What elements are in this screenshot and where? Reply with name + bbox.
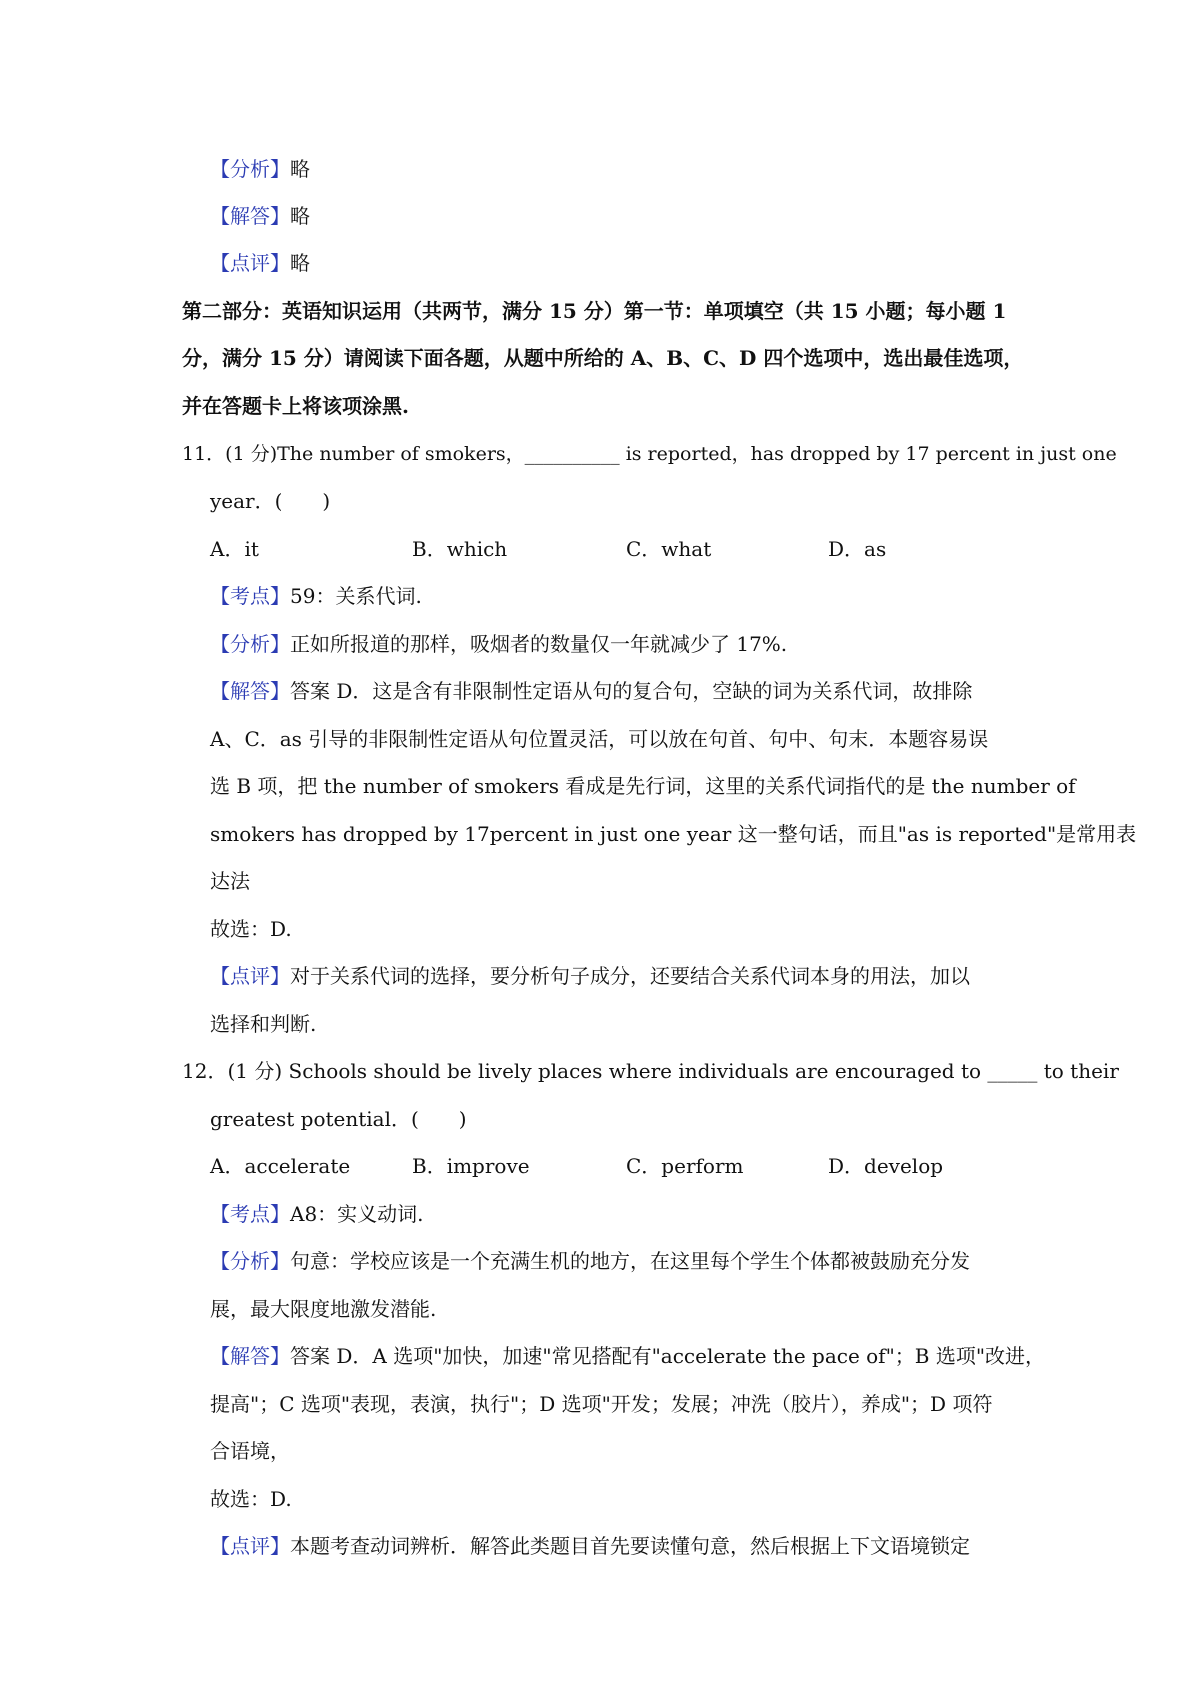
q12-option-a[interactable]: A．accelerate — [210, 1154, 351, 1178]
analysis-tag: 【分析】 — [210, 157, 290, 181]
analysis-text: 略 — [290, 157, 310, 181]
section-heading-line2: 分，满分 15 分）请阅读下面各题，从题中所给的 A、B、C、D 四个选项中，选出最佳选项， — [182, 346, 1024, 370]
answer-tag: 【解答】 — [210, 204, 290, 228]
q11-analysis — [210, 630, 787, 658]
q11-stem-line2: year．( ) — [210, 489, 331, 513]
q11-option-b[interactable]: B．which — [412, 537, 508, 561]
analysis-text: 句意：学校应该是一个充满生机的地方，在这里每个学生个体都被鼓励充分发 — [290, 1249, 970, 1273]
q12-choose: 故选：D. — [210, 1487, 292, 1511]
q12-point — [210, 1200, 424, 1228]
answer-text: 答案 D．A 选项"加快，加速"常见搭配有"accelerate the pace of"；B 选项"改进， — [290, 1344, 1046, 1368]
q12-answer-line2: 提高"；C 选项"表现，表演，执行"；D 选项"开发；发展；冲洗（胶片），养成"；D 项符 — [210, 1392, 993, 1416]
q11-point — [210, 582, 422, 610]
comment-text: 本题考查动词辨析．解答此类题目首先要读懂句意，然后根据上下文语境锁定 — [290, 1534, 970, 1558]
q12-analysis-line1 — [210, 1247, 970, 1275]
prev-answer — [210, 202, 310, 230]
q11-choose: 故选：D. — [210, 917, 292, 941]
q11-answer-line5: 达法 — [210, 869, 250, 893]
q11-option-d[interactable]: D．as — [828, 537, 887, 561]
prev-analysis — [210, 155, 310, 183]
point-text: A8：实义动词. — [290, 1202, 424, 1226]
answer-text: 答案 D．这是含有非限制性定语从句的复合句，空缺的词为关系代词，故排除 — [290, 679, 973, 703]
point-tag: 【考点】 — [210, 584, 290, 608]
q12-stem-line1: 12．(1 分) Schools should be lively places where individuals are encouraged to _____ to their — [182, 1059, 1119, 1083]
q12-option-c[interactable]: C．perform — [626, 1154, 744, 1178]
q12-answer-line3: 合语境， — [210, 1439, 290, 1463]
q12-analysis-line2: 展，最大限度地激发潜能. — [210, 1297, 437, 1321]
q11-option-c[interactable]: C．what — [626, 537, 712, 561]
q11-answer-line3: 选 B 项，把 the number of smokers 看成是先行词，这里的关系代词指代的是 the number of — [210, 774, 1076, 798]
answer-tag: 【解答】 — [210, 679, 290, 703]
section-heading-line3: 并在答题卡上将该项涂黑. — [182, 394, 409, 418]
analysis-tag: 【分析】 — [210, 632, 290, 656]
comment-tag: 【点评】 — [210, 1534, 290, 1558]
q11-answer-line1 — [210, 677, 972, 705]
comment-tag: 【点评】 — [210, 251, 290, 275]
answer-tag: 【解答】 — [210, 1344, 290, 1368]
analysis-tag: 【分析】 — [210, 1249, 290, 1273]
comment-text: 对于关系代词的选择，要分析句子成分，还要结合关系代词本身的用法，加以 — [290, 964, 970, 988]
q11-answer-line4: smokers has dropped by 17percent in just one year 这一整句话，而且"as is reported"是常用表 — [210, 822, 1137, 846]
point-text: 59：关系代词. — [290, 584, 422, 608]
q12-comment-line1 — [210, 1532, 970, 1560]
q12-answer-line1 — [210, 1342, 1045, 1370]
q11-answer-line2: A、C．as 引导的非限制性定语从句位置灵活，可以放在句首、句中、句末．本题容易误 — [210, 727, 989, 751]
q12-option-d[interactable]: D．develop — [828, 1154, 944, 1178]
section-heading-line1: 第二部分：英语知识运用（共两节，满分 15 分）第一节：单项填空（共 15 小题；每小题 1 — [182, 299, 1007, 323]
answer-text: 略 — [290, 204, 310, 228]
q11-comment-line2: 选择和判断. — [210, 1012, 317, 1036]
analysis-text: 正如所报道的那样，吸烟者的数量仅一年就减少了 17%. — [290, 632, 788, 656]
comment-text: 略 — [290, 251, 310, 275]
point-tag: 【考点】 — [210, 1202, 290, 1226]
comment-tag: 【点评】 — [210, 964, 290, 988]
q12-stem-line2: greatest potential．( ) — [210, 1107, 467, 1131]
q12-option-b[interactable]: B．improve — [412, 1154, 530, 1178]
q11-comment-line1 — [210, 962, 970, 990]
q11-stem-line1: 11．(1 分)The number of smokers，__________ is reported，has dropped by 17 percent in just one — [182, 443, 1117, 465]
q11-option-a[interactable]: A．it — [210, 537, 259, 561]
prev-comment — [210, 249, 310, 277]
